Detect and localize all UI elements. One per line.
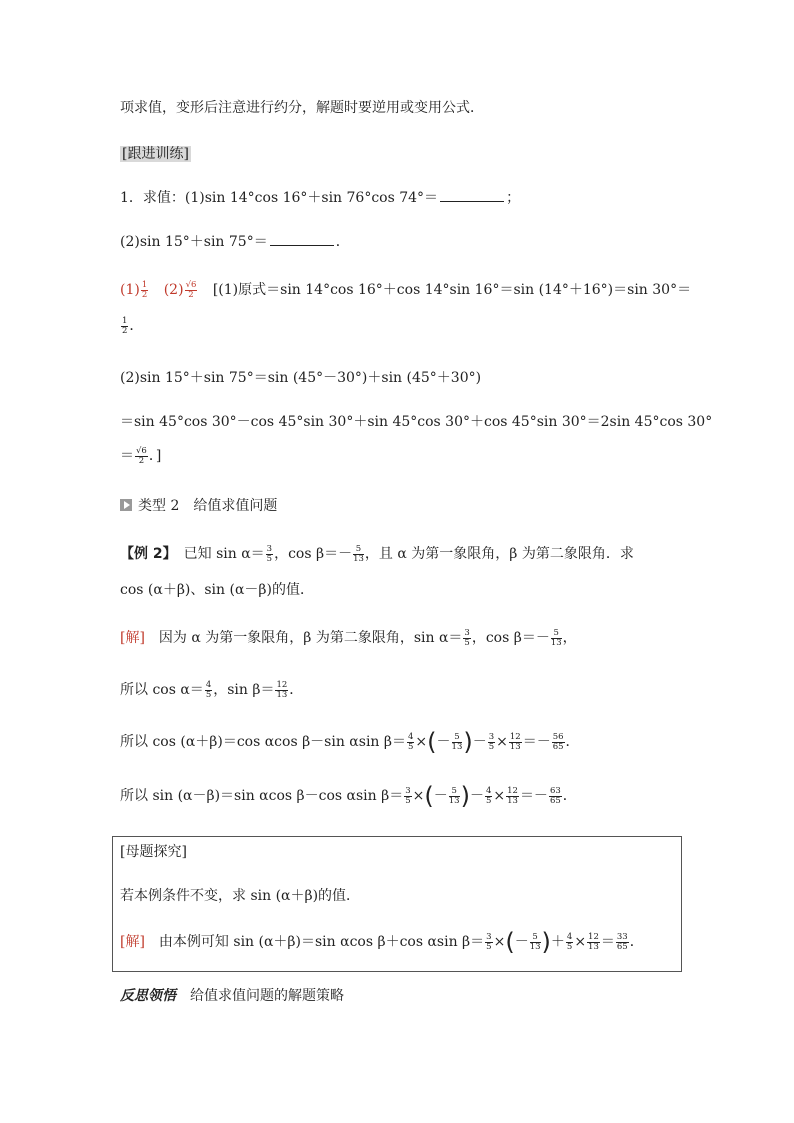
question-2: (2)sin 15°＋sin 75°＝ ． — [120, 234, 350, 250]
solution-2-line-2: ＝sin 45°cos 30°－cos 45°sin 30°＋sin 45°cos 30°＋cos 45°sin 30°＝2sin 45°cos 30° — [120, 414, 713, 430]
fraction: $\frac{4}{5}$ — [408, 731, 414, 752]
fraction: $\frac{12}{13}$ — [588, 931, 599, 952]
fraction: $\frac{3}{5}$ — [464, 627, 470, 648]
fraction: $\frac{1}{2}$ — [141, 279, 148, 300]
fraction: $\frac{5}{13}$ — [529, 931, 541, 952]
answer-line: (1) $\frac{1}{2}$ (2) $\frac{√6}{2}$ [(1)原式＝sin 14°cos 16°＋cos 14°sin 16°＝sin (14°＋16°)＝sin 30°＝ — [120, 279, 692, 300]
fraction: $\frac{12}{13}$ — [276, 679, 288, 700]
solution-line-1: [解] 因为 α 为第一象限角，β 为第二象限角，sin α＝ $\frac{3}{5}$ ，cos β＝－ $\frac{5}{13}$ ， — [120, 627, 577, 648]
fraction: $\frac{3}{5}$ — [488, 731, 495, 752]
solution-2-line-1: (2)sin 15°＋sin 75°＝sin (45°－30°)＋sin (45°＋30°) — [120, 370, 482, 386]
text-line-intro: 项求值，变形后注意进行约分，解题时要逆用或变用公式． — [120, 100, 484, 116]
fraction: $\frac{4}{5}$ — [205, 679, 212, 700]
fraction: $\frac{5}{13}$ — [451, 731, 463, 752]
fraction: $\frac{3}{5}$ — [486, 931, 492, 952]
reflection-line: 反思领悟 给值求值问题的解题策略 — [120, 988, 344, 1004]
fraction: $\frac{5}{13}$ — [448, 785, 460, 806]
question-1: 1．求值：(1)sin 14°cos 16°＋sin 76°cos 74°＝ ； — [120, 190, 521, 206]
explore-title: [母题探究] — [120, 844, 187, 860]
fraction: $\frac{63}{65}$ — [549, 785, 561, 806]
fraction: $\frac{12}{13}$ — [507, 785, 518, 806]
fraction: $\frac{1}{2}$ — [122, 315, 128, 336]
fraction: $\frac{4}{5}$ — [566, 931, 573, 952]
example-2: 【例 2】 已知 sin α＝ $\frac{3}{5}$ ，cos β＝－ $\frac{5}{13}$ ，且 α 为第一象限角，β 为第二象限角．求 — [120, 543, 634, 564]
explore-question: 若本例条件不变，求 sin (α＋β)的值． — [120, 888, 361, 904]
fraction: $\frac{√6}{2}$ — [185, 279, 197, 300]
answer-line-2: $\frac{1}{2}$ ． — [122, 315, 144, 336]
fraction: $\frac{5}{13}$ — [550, 627, 562, 648]
play-triangle-icon — [120, 499, 132, 511]
calc-cos-sum: 所以 cos (α＋β)＝cos αcos β－sin αsin β＝ $\frac{4}{5}$ ×(－ $\frac{5}{13}$ )－ $\frac{3}{5}$ × $\frac{12}{13}$ ＝－ $\frac{56}{65}$ ． — [120, 728, 580, 756]
fraction: $\frac{5}{13}$ — [353, 543, 364, 564]
fraction: $\frac{3}{5}$ — [405, 785, 411, 806]
fraction: $\frac{33}{65}$ — [616, 931, 628, 952]
type-2-heading: 类型 2 给值求值问题 — [120, 496, 277, 516]
explore-solution: [解] 由本例可知 sin (α＋β)＝sin αcos β＋cos αsin β＝ $\frac{3}{5}$ ×(－ $\frac{5}{13}$ )＋ $\frac{4}{5}$ × $\frac{12}{13}$ ＝ $\frac{33}{65}$ ． — [120, 928, 644, 956]
follow-practice-label: [跟进训练] — [122, 146, 189, 162]
fraction: $\frac{4}{5}$ — [485, 785, 492, 806]
fraction: $\frac{3}{5}$ — [266, 543, 273, 564]
answer-blank — [270, 233, 334, 246]
fraction: $\frac{√6}{2}$ — [136, 445, 147, 466]
fraction: $\frac{12}{13}$ — [509, 731, 521, 752]
cos-alpha-line: 所以 cos α＝ $\frac{4}{5}$ ，sin β＝ $\frac{12}{13}$ ． — [120, 679, 304, 700]
calc-sin-diff: 所以 sin (α－β)＝sin αcos β－cos αsin β＝ $\frac{3}{5}$ ×(－ $\frac{5}{13}$ )－ $\frac{4}{5}$ × $\frac{12}{13}$ ＝－ $\frac{63}{65}$ ． — [120, 782, 577, 810]
answer-blank — [440, 189, 504, 202]
fraction: $\frac{56}{65}$ — [552, 731, 564, 752]
solution-2-line-3: ＝ $\frac{√6}{2}$ ．] — [120, 445, 162, 466]
example-2-line-2: cos (α＋β)、sin (α－β)的值． — [120, 582, 314, 598]
